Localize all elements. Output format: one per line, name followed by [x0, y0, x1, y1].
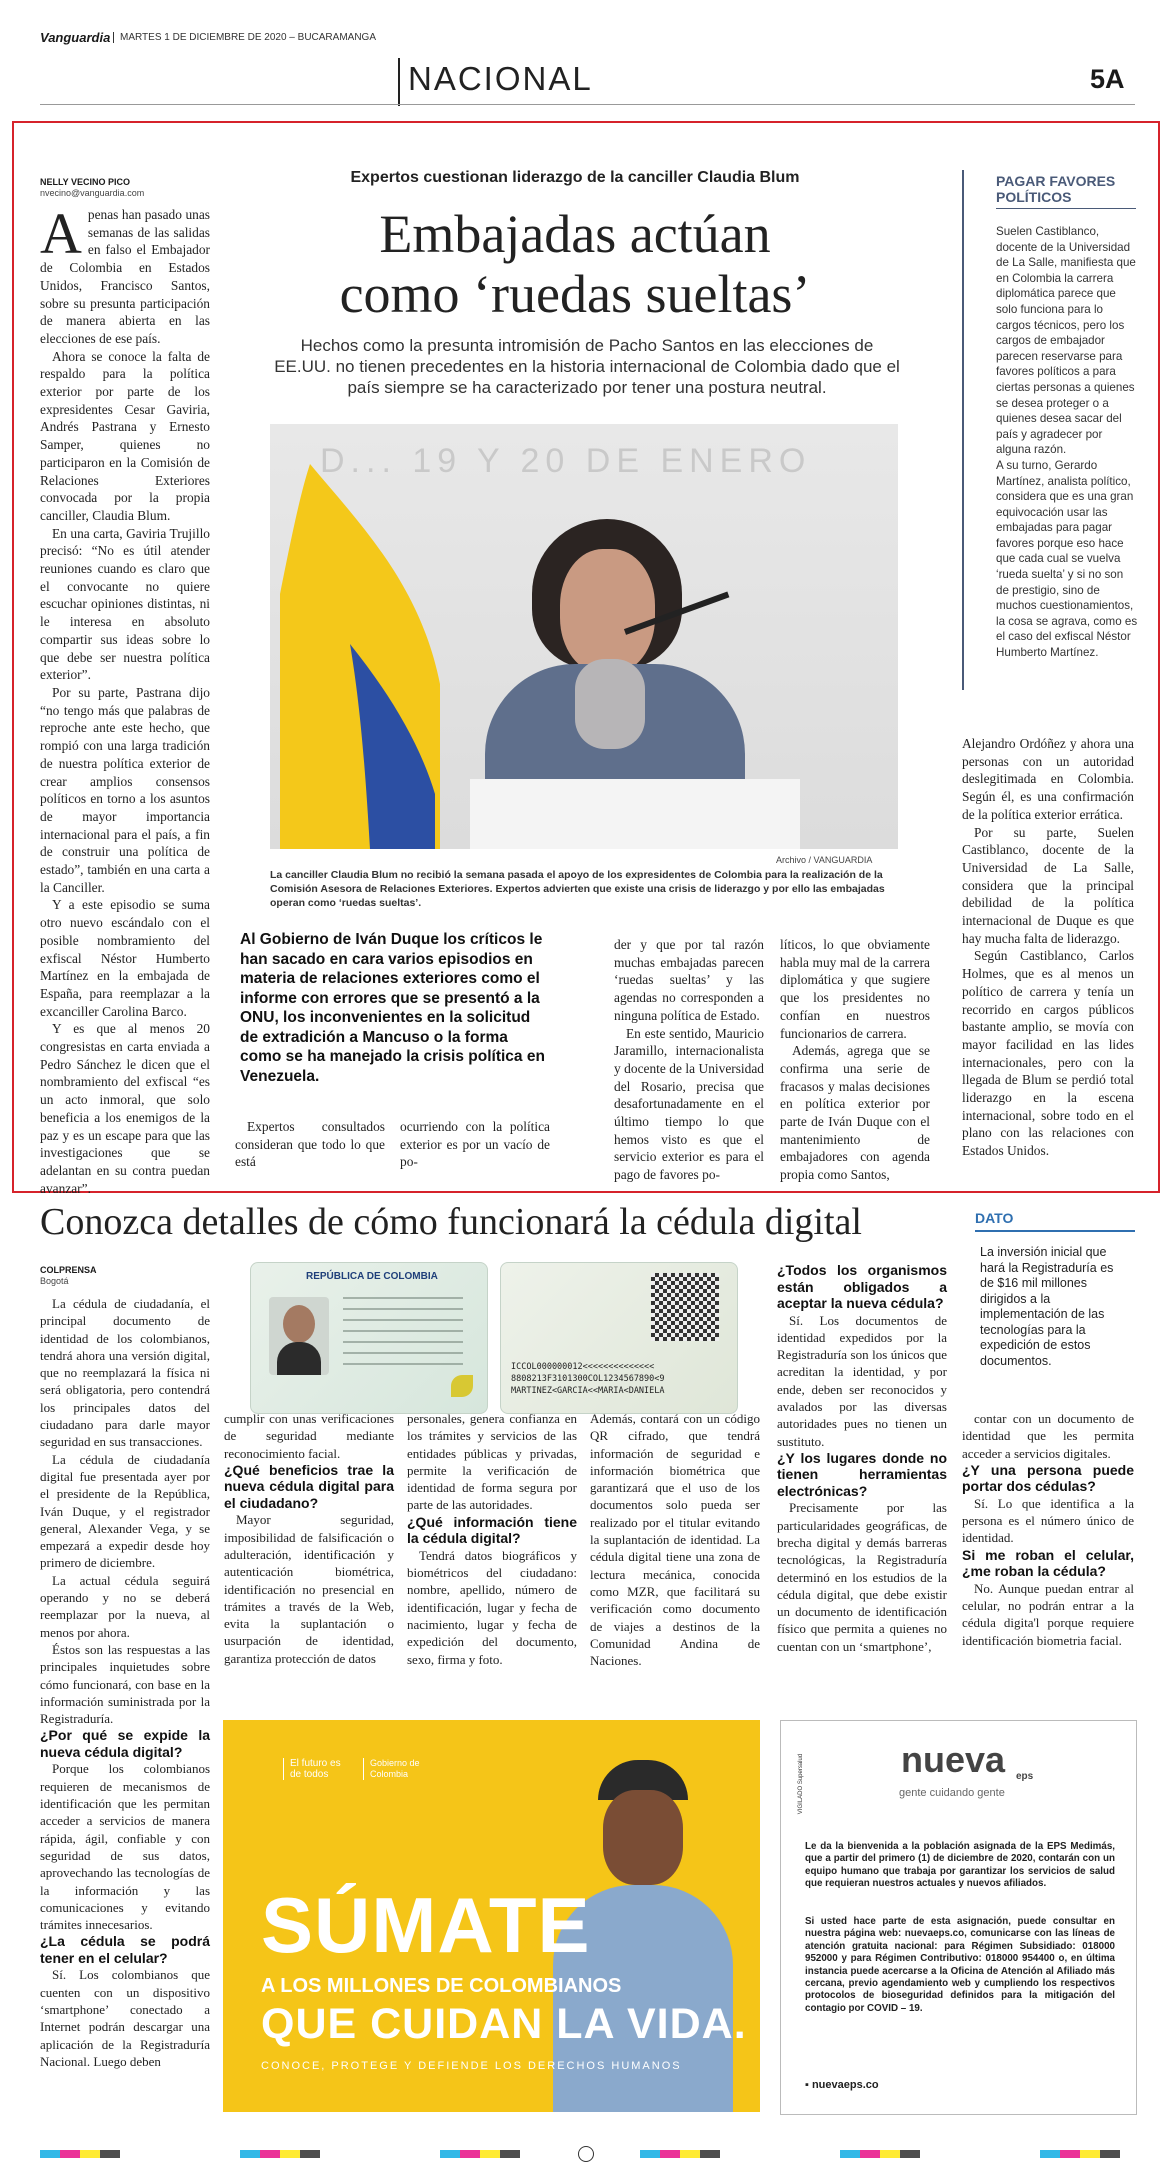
story1-col5: líticos, lo que obviamente habla muy mal de la carrera diplomática y que sugiere que los presidentes no confían en nuestros funcionarios de carrera. Además, agrega que se confirma una serie de fracasos y malas decisiones en política exterior por parte de Iván Duque con el mantenimiento de embajadores con agenda propia como Santos,	[780, 937, 930, 1183]
registration-mark-icon	[578, 2146, 594, 2162]
id-front-header: REPÚBLICA DE COLOMBIA	[306, 1271, 438, 1282]
qr-code	[651, 1273, 719, 1341]
ad1-logo2: Gobierno de Colombia	[363, 1758, 443, 1780]
speaker-scarf	[575, 659, 645, 749]
dato-text: La inversión inicial que hará la Registraduría es de $16 mil millones dirigidos a la implementación de las tecnologías para la expedición de estos documentos.	[980, 1245, 1114, 1368]
header-divider	[398, 58, 400, 106]
ad2-p1: Le da la bienvenida a la población asignada de la EPS Medimás, que a partir del primero (1) de diciembre de 2020, contarán con un equipo humano que trabaja por garantizar los servicios de salud que requieran nuestros actuales y nuevos afiliados.	[805, 1841, 1115, 1890]
ad1-big: SÚMATE	[261, 1881, 591, 1969]
speaker-face	[560, 549, 655, 674]
podium	[470, 779, 800, 849]
ad1-line4: CONOCE, PROTEGE Y DEFIENDE LOS DERECHOS HUMANOS	[261, 2060, 682, 2072]
ad1-line2: A LOS MILLONES DE COLOMBIANOS	[261, 1975, 622, 1997]
ad2-brand-small: eps	[1016, 1771, 1034, 1782]
story2-author: COLPRENSA	[40, 1265, 97, 1275]
main-photo	[270, 424, 898, 849]
ad2-url: ▪ nuevaeps.co	[805, 2079, 879, 2091]
story2-col2: cumplir con unas verificaciones de seguridad mediante reconocimiento facial. ¿Qué beneficios trae la nueva cédula digital para el ciudadano? Mayor seguridad, imposibilidad de falsificación o adulteración, identificación y autenticación biométrica, identificación no presencial en trámites a través de la Web, evita la suplantación o usurpación de identidad, garantiza protección de datos	[224, 1411, 394, 1666]
kicker: Expertos cuestionan liderazgo de la canciller Claudia Blum	[350, 169, 800, 186]
subtitle: Hechos como la presunta intromisión de Pacho Santos en las elecciones de EE.UU. no tienen precedentes en la historia internacional de Colombia dado que el país siempre se ha caracterizado por tener una postura neutral.	[274, 336, 900, 397]
story1-col4: der y que por tal razón muchas embajadas parecen ‘ruedas sueltas’ y las agendas no corresponden a ninguna política de Estado. En este sentido, Mauricio Jaramillo, internacionalista y docente de la Universidad del Rosario, precisa que desafortunadamente en el último tiempo lo que hemos visto es que el servicio exterior es para el pago de favores po-	[614, 937, 764, 1183]
ad2-tagline: gente cuidando gente	[899, 1787, 1005, 1799]
photo-credit: Archivo / VANGUARDIA	[776, 855, 873, 865]
photo-backdrop-text: D... 19 Y 20 DE ENERO	[320, 442, 812, 480]
story2-place: Bogotá	[40, 1276, 69, 1286]
id-photo	[269, 1297, 329, 1375]
dropcap: A	[40, 201, 82, 266]
story2-col3: personales, genera confianza en los trámites y servicios de las entidades públicas y privadas, permite la verificación de identidad de forma segura por parte de las autoridades. ¿Qué información tiene la cédula digital? Tendrá datos biográficos y biométricos del ciudadano: nombre, apellido, número de identificación, lugar y fecha de nacimiento, lugar y fecha de expedición del documento, sexo, firma y foto.	[407, 1411, 577, 1667]
author-name: NELLY VECINO PICO	[40, 177, 131, 187]
story2-col6: contar con un documento de identidad que les permita acceder a servicios digitales. ¿Y una persona puede portar dos cédulas? Sí. Lo que identifica a la persona es el número único de identidad. Si me roban el celular, ¿me roban la cédula? No. Aunque puedan entrar al celular, no podrán entrar a la cédula digita'l porque requiere identificación biometria facial.	[962, 1411, 1134, 1648]
ad2-vertical: VIGILADO Supersalud	[798, 1753, 805, 1815]
mrz-zone: ICCOL000000012<<<<<<<<<<<<<< 8808213F3101300COL1234567890<9 MARTINEZ<GARCIA<<MARIA<DANIELA	[511, 1362, 665, 1396]
story2-headline: Conozca detalles de cómo funcionará la cédula digital	[40, 1201, 862, 1243]
story1-col1: Apenas han pasado unas semanas de las salidas en falso el Embajador de Colombia en Estados Unidos, Francisco Santos, sobre su presunta participación de manera abierta en las elecciones de ese país. Ahora se conoce la falta de respaldo para la política exterior por parte de los expresidentes Cesar Gaviria, Andrés Pastrana y Ernesto Samper, quienes no participaron en la Comisión de Relaciones Exteriores convocada por la propia canciller, Claudia Blum. En una carta, Gaviria Trujillo precisó: “No es útil atender reuniones cuando es claro que el convocante no quiere escuchar opiniones distintas, ni le interesa en absoluto compartir sus ideas sobre lo que debe ser nuestra política exterior”. Por su parte, Pastrana dijo “no tengo más que palabras de reproche ante este hecho, que rompió con una larga tradición de nuestra política exterior de crear amplios consensos políticos en torno a los asuntos de mayor importancia internacional para el país, a fin de construir una política de estado”, también en una carta a la Canciller. Y a este episodio se suma otro nuevo escándalo con el posible nombramiento del exfiscal Néstor Humberto Martínez en la embajada de España, para reemplazar a la excanciller Carolina Barco. Y es que al menos 20 congresistas en carta enviada a Pedro Sánchez le dicen que el nombramiento del exfiscal “es un acto inmoral, que solo beneficia a los enemigos de la paz y es un escape para que las investigaciones que se adelantan en su contra puedan avanzar”.	[40, 201, 210, 1196]
id-card-back	[500, 1262, 738, 1414]
page-number: 5A	[1090, 64, 1125, 94]
photo-caption: La canciller Claudia Blum no recibió la semana pasada el apoyo de los expresidentes de Colombia para la realización de la Comisión Asesora de Relaciones Exteriores. Expertos advierten que existe una crisis de liderazgo y por ello las embajadas operan como ‘ruedas sueltas’.	[270, 869, 885, 909]
id-butterfly	[451, 1375, 473, 1397]
story1-col3: ocurriendo con la política exterior es por un vacío de po-	[400, 1119, 550, 1170]
sidebar-text: Suelen Castiblanco, docente de la Universidad de La Salle, manifiesta que en Colombia la carrera diplomática parece que solo funciona para lo cargos técnicos, pero los cargos de embajador parecen reservarse para favores políticos a para ciertas personas a quienes se desea proteger o a quienes desea sacar del país y agradecer por alguna razón. A su turno, Gerardo Martínez, analista político, considera que es una gran equivocación usar las embajadas para pagar favores porque eso hace que cada cual se vuelva ‘rueda suelta’ y si no son de prestigio, sino de muchos cuestionamientos, la cosa se agrava, como es el caso del exfiscal Néstor Humberto Martínez.	[996, 225, 1138, 660]
dato-rule	[975, 1230, 1135, 1232]
author-email: nvecino@vanguardia.com	[40, 188, 145, 198]
ad-nueva-eps	[780, 1720, 1137, 2115]
id-card-front	[250, 1262, 488, 1414]
id-data-lines	[343, 1297, 463, 1367]
section-name: NACIONAL	[408, 60, 593, 97]
brand-logo: Vanguardia	[40, 30, 111, 45]
story2-col5: ¿Todos los organismos están obligados a aceptar la nueva cédula? Sí. Los documentos de identidad expedidos por la Registraduría son los únicos que acreditan la identidad, y por ende, deben ser reconocidos y avalados por las diversas autoridades pues no tienen un sustituto. ¿Y los lugares donde no tienen herramientas electrónicas? Precisamente por las particularidades geográficas, de brecha digital y demás barreras tecnológicas, la Registraduría determinó en los estudios de la cédula digital, que debe existir un documento de identificación físico que permita a quienes no cuentan con un ‘smartphone’,	[777, 1262, 947, 1654]
sidebar-accent-line	[962, 170, 964, 690]
ad1-line3: QUE CUIDAN LA VIDA.	[261, 2000, 747, 2048]
story2-col1: La cédula de ciudadanía, el principal documento de identidad de los colombianos, tendrá ahora una versión digital, que no reemplazará la física ni será obligatoria, pero contendrá los principales datos del ciudadano para darle mayor seguridad en sus transacciones. La cédula de ciudadanía digital fue presentada ayer por el presidente de la República, Iván Duque, y el registrador general, Alexander Vega, y se empezará a expedir desde hoy primero de diciembre. La actual cédula seguirá operando y no se deberá reemplazar por la nueva, al menos por ahora. Éstos son las respuestas a las principales inquietudes sobre cómo funcionará, con base en la información suministrada por la Registraduría. ¿Por qué se expide la nueva cédula digital? Porque los colombianos requieren de mecanismos de identificación que les permitan acceder a servicios de manera rápida, ágil, confiable y con seguridad de sus datos, aprovechando las tecnologías de la información y las comunicaciones y evitando trámites innecesarios. ¿La cédula se podrá tener en el celular? Sí. Los colombianos que cuenten con un dispositivo ‘smartphone’ conectado a Internet podrán descargar una aplicación de la Registraduría Nacional. Luego deben	[40, 1296, 210, 2069]
sidebar-rule	[996, 208, 1136, 209]
ad1-logo1: El futuro es de todos	[283, 1758, 353, 1780]
ad2-p2: Si usted hace parte de esta asignación, puede consultar en nuestra página web: nuevaeps.co, comunicarse con las líneas de atención gratuita nacional: para Régimen Subsidiado: 018000 952000 y para Régimen Contributivo: 018000 954400 o, en última instancia puede acercarse a la Oficina de Atención al Afiliado más cercana, previo agendamiento web y cumpliendo los respectivos protocolos de bioseguridad definidos para la mitigación del contagio por COVID – 19.	[805, 1916, 1115, 2014]
sidebar-title: PAGAR FAVORES POLÍTICOS	[996, 173, 1116, 205]
dateline: MARTES 1 DE DICIEMBRE DE 2020 – BUCARAMANGA	[113, 32, 376, 43]
ad2-brand: nueva	[901, 1739, 1006, 1780]
ad-sumate	[223, 1720, 760, 2112]
pull-quote: Al Gobierno de Iván Duque los críticos le han sacado en cara varios episodios en materia de relaciones exteriores como el informe con errores que se presentó a la ONU, los inconvenientes en la solicitud de extradición a Mancuso o la forma como se ha manejado la crisis política en Venezuela.	[240, 931, 545, 1085]
story1-col6: Alejandro Ordóñez y ahora una personas con un autoridad deslegitimada en Colombia. Según él, es una confirmación de la política exterior errática. Por su parte, Suelen Castiblanco, docente de la Universidad de La Salle, considera que la principal debilidad de la política internacional de Duque es que hay mucha falta de liderazgo. Según Castiblanco, Carlos Holmes, que es al menos un político de carrera y tenía un recorrido en cargos públicos bastante amplio, se movía con mayor facilidad en las lides internacionales, pero con la llegada de Blum se perdió total liderazgo en la escena internacional, sobre todo en el plano con las relaciones con Estados Unidos.	[962, 736, 1134, 1159]
header-rule	[40, 104, 1135, 105]
dato-label: DATO	[975, 1210, 1014, 1226]
story1-col2: Expertos consultados consideran que todo lo que está	[235, 1119, 385, 1170]
colombia-flag	[270, 464, 450, 849]
story2-col4: Además, contará con un código QR cifrado, que tendrá información de seguridad e información biométrica que garantizará que el uso de los documentos solo pueda ser realizado por el titular evitando la suplantación de identidad. La cédula digital tiene una zona de lectura mecánica, conocida como MZR, que facilitará su verificación como documento de viajes a destinos de la Comunidad Andina de Naciones.	[590, 1411, 760, 1669]
headline: Embajadas actúan como ‘ruedas sueltas’	[339, 204, 811, 324]
